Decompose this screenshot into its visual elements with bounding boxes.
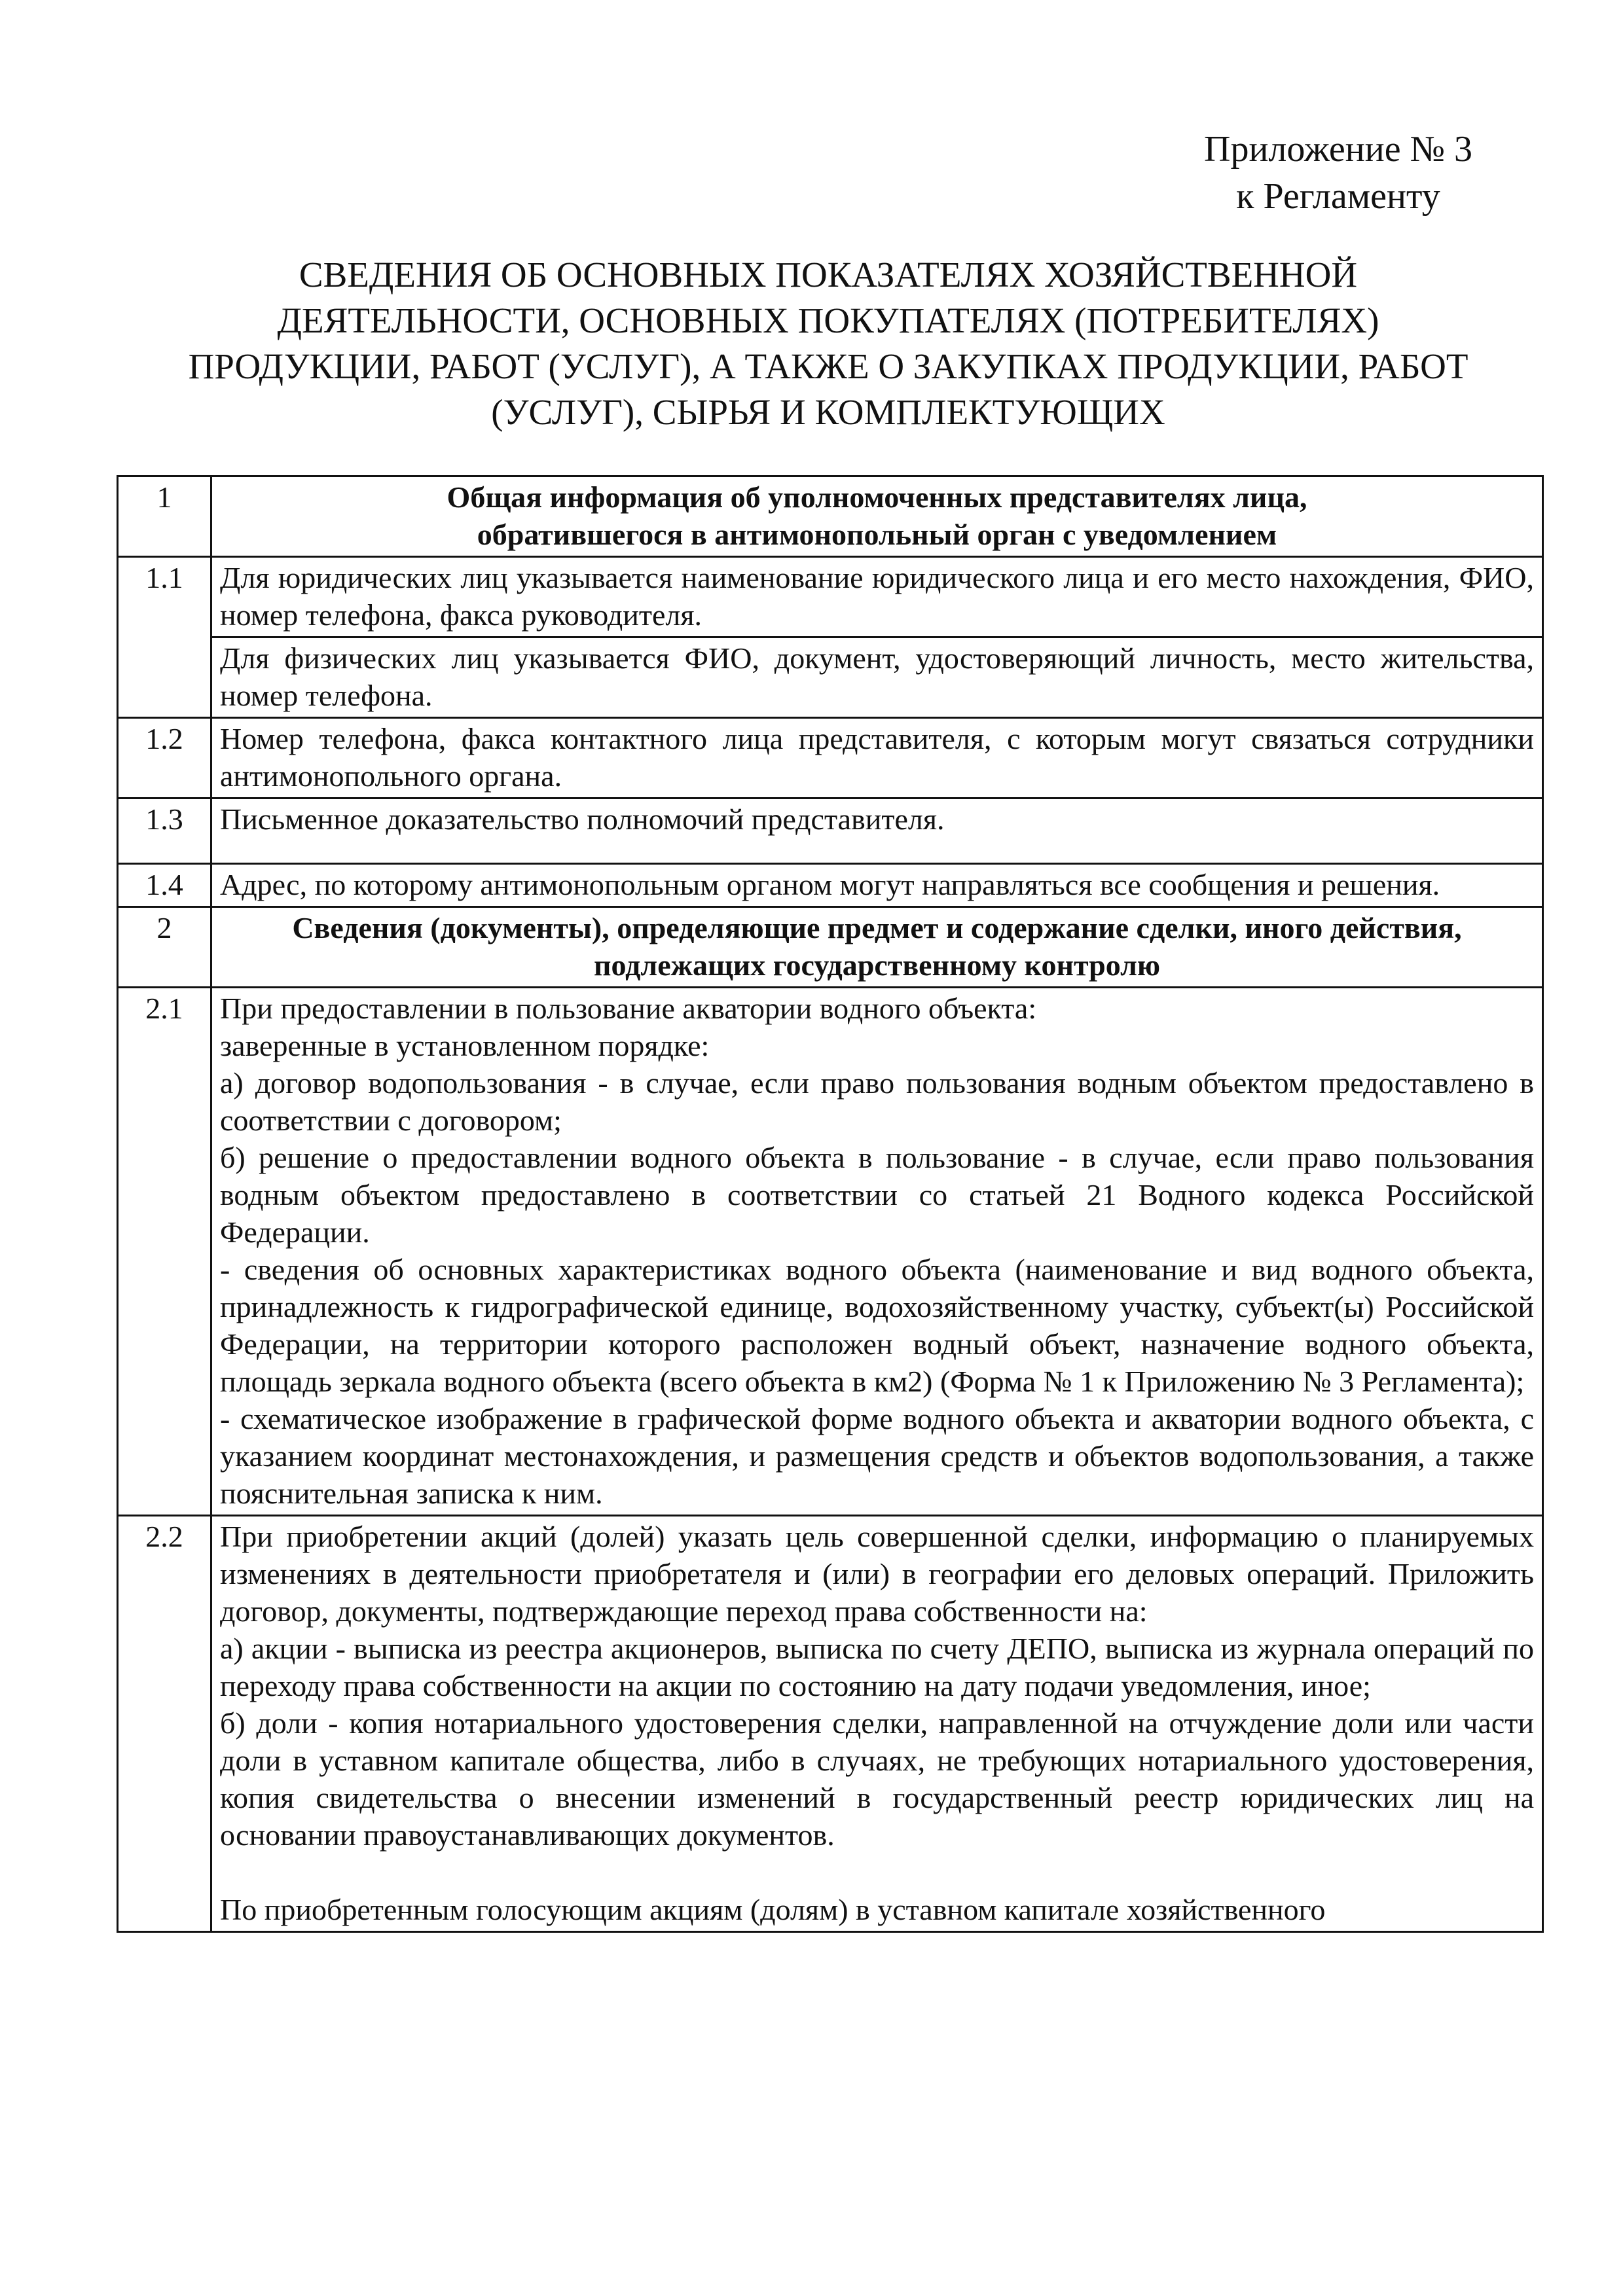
spacer <box>220 1854 1534 1891</box>
row-number: 1 <box>118 476 211 557</box>
title-line: ПРОДУКЦИИ, РАБОТ (УСЛУГ), А ТАКЖЕ О ЗАКУПКАХ ПРОДУКЦИИ, РАБОТ <box>188 346 1468 386</box>
section-heading-line: Сведения (документы), определяющие предмет и содержание сделки, иного действия, <box>292 911 1462 944</box>
paragraph: б) доли - копия нотариального удостоверения сделки, направленной на отчуждение доли или части доли в уставном капитале общества, либо в случаях, не требующих нотариального удостоверения, копия свидетельства о внесении изменений в государственный реестр юридических лиц на основании правоустанавливающих документов. <box>220 1706 1534 1852</box>
paragraph: По приобретенным голосующим акциям (долям) в уставном капитале хозяйственного <box>220 1893 1326 1926</box>
section-heading <box>211 476 1543 557</box>
title-line: ДЕЯТЕЛЬНОСТИ, ОСНОВНЫХ ПОКУПАТЕЛЯХ (ПОТРЕБИТЕЛЯХ) <box>277 300 1379 340</box>
paragraph: а) акции - выписка из реестра акционеров, выписка по счету ДЕПО, выписка из журнала операций по переходу права собственности на акции по состоянию на дату подачи уведомления, иное; <box>220 1632 1534 1702</box>
row-number: 1.2 <box>118 718 211 798</box>
row-number: 2 <box>118 907 211 988</box>
table-row <box>118 637 1543 718</box>
row-text-block <box>211 1516 1543 1932</box>
requirements-table <box>117 475 1544 1933</box>
row-text: Письменное доказательство полномочий представителя. <box>211 798 1543 864</box>
table-row <box>118 1516 1543 1932</box>
row-number: 1.1 <box>118 557 211 718</box>
paragraph: - сведения об основных характеристиках водного объекта (наименование и вид водного объекта, принадлежность к гидрографической единице, водохозяйственному участку, субъект(ы) Российской Федерации, на территории которого расположен водный объект, назначение водного объекта, площадь зеркала водного объекта (всего объекта в км2) (Форма № 1 к Приложению № 3 Регламента); <box>220 1253 1534 1398</box>
title-line: (УСЛУГ), СЫРЬЯ И КОМПЛЕКТУЮЩИХ <box>491 392 1165 432</box>
table-row <box>118 988 1543 1516</box>
row-number: 2.2 <box>118 1516 211 1932</box>
row-number: 2.1 <box>118 988 211 1516</box>
document-title <box>124 252 1532 435</box>
paragraph: б) решение о предоставлении водного объекта в пользование - в случае, если право пользования водным объектом предоставлено в соответствии со статьей 21 Водного кодекса Российской Федерации. <box>220 1141 1534 1249</box>
appendix-number: Приложение № 3 <box>1204 129 1472 170</box>
paragraph: При приобретении акций (долей) указать цель совершенной сделки, информацию о планируемых изменениях в деятельности приобретателя и (или) в географии его деловых операций. Приложить договор, документы, подтверждающие переход права собственности на: <box>220 1520 1534 1628</box>
paragraph: а) договор водопользования - в случае, если право пользования водным объектом предоставлено в соответствии с договором; <box>220 1066 1534 1137</box>
appendix-reference: к Регламенту <box>1236 176 1440 217</box>
row-number: 1.3 <box>118 798 211 864</box>
table-row <box>118 557 1543 637</box>
table-row <box>118 864 1543 907</box>
section-heading-line: обратившегося в антимонопольный орган с уведомлением <box>477 518 1277 551</box>
title-line: СВЕДЕНИЯ ОБ ОСНОВНЫХ ПОКАЗАТЕЛЯХ ХОЗЯЙСТВЕННОЙ <box>299 255 1358 295</box>
paragraph: При предоставлении в пользование акватории водного объекта: <box>220 992 1037 1025</box>
paragraph: заверенные в установленном порядке: <box>220 1029 710 1062</box>
paragraph: - схематическое изображение в графической форме водного объекта и акватории водного объекта, с указанием координат местонахождения, и размещения средств и объектов водопользования, а также пояснительная записка к ним. <box>220 1402 1534 1510</box>
table-row <box>118 718 1543 798</box>
section-row-1 <box>118 476 1543 557</box>
section-heading-line: Общая информация об уполномоченных представителях лица, <box>447 480 1307 514</box>
row-text: Для юридических лиц указывается наименование юридического лица и его место нахождения, ФИО, номер телефона, факса руководителя. <box>211 557 1543 637</box>
section-heading <box>211 907 1543 988</box>
row-text: Номер телефона, факса контактного лица представителя, с которым могут связаться сотрудники антимонопольного органа. <box>211 718 1543 798</box>
row-text: Для физических лиц указывается ФИО, документ, удостоверяющий личность, место жительства, номер телефона. <box>211 637 1543 718</box>
section-row-2 <box>118 907 1543 988</box>
table-row <box>118 798 1543 864</box>
appendix-label <box>1204 126 1472 220</box>
section-heading-line: подлежащих государственному контролю <box>593 948 1161 982</box>
row-number: 1.4 <box>118 864 211 907</box>
row-text: Адрес, по которому антимонопольным органом могут направляться все сообщения и решения. <box>211 864 1543 907</box>
row-text-block <box>211 988 1543 1516</box>
